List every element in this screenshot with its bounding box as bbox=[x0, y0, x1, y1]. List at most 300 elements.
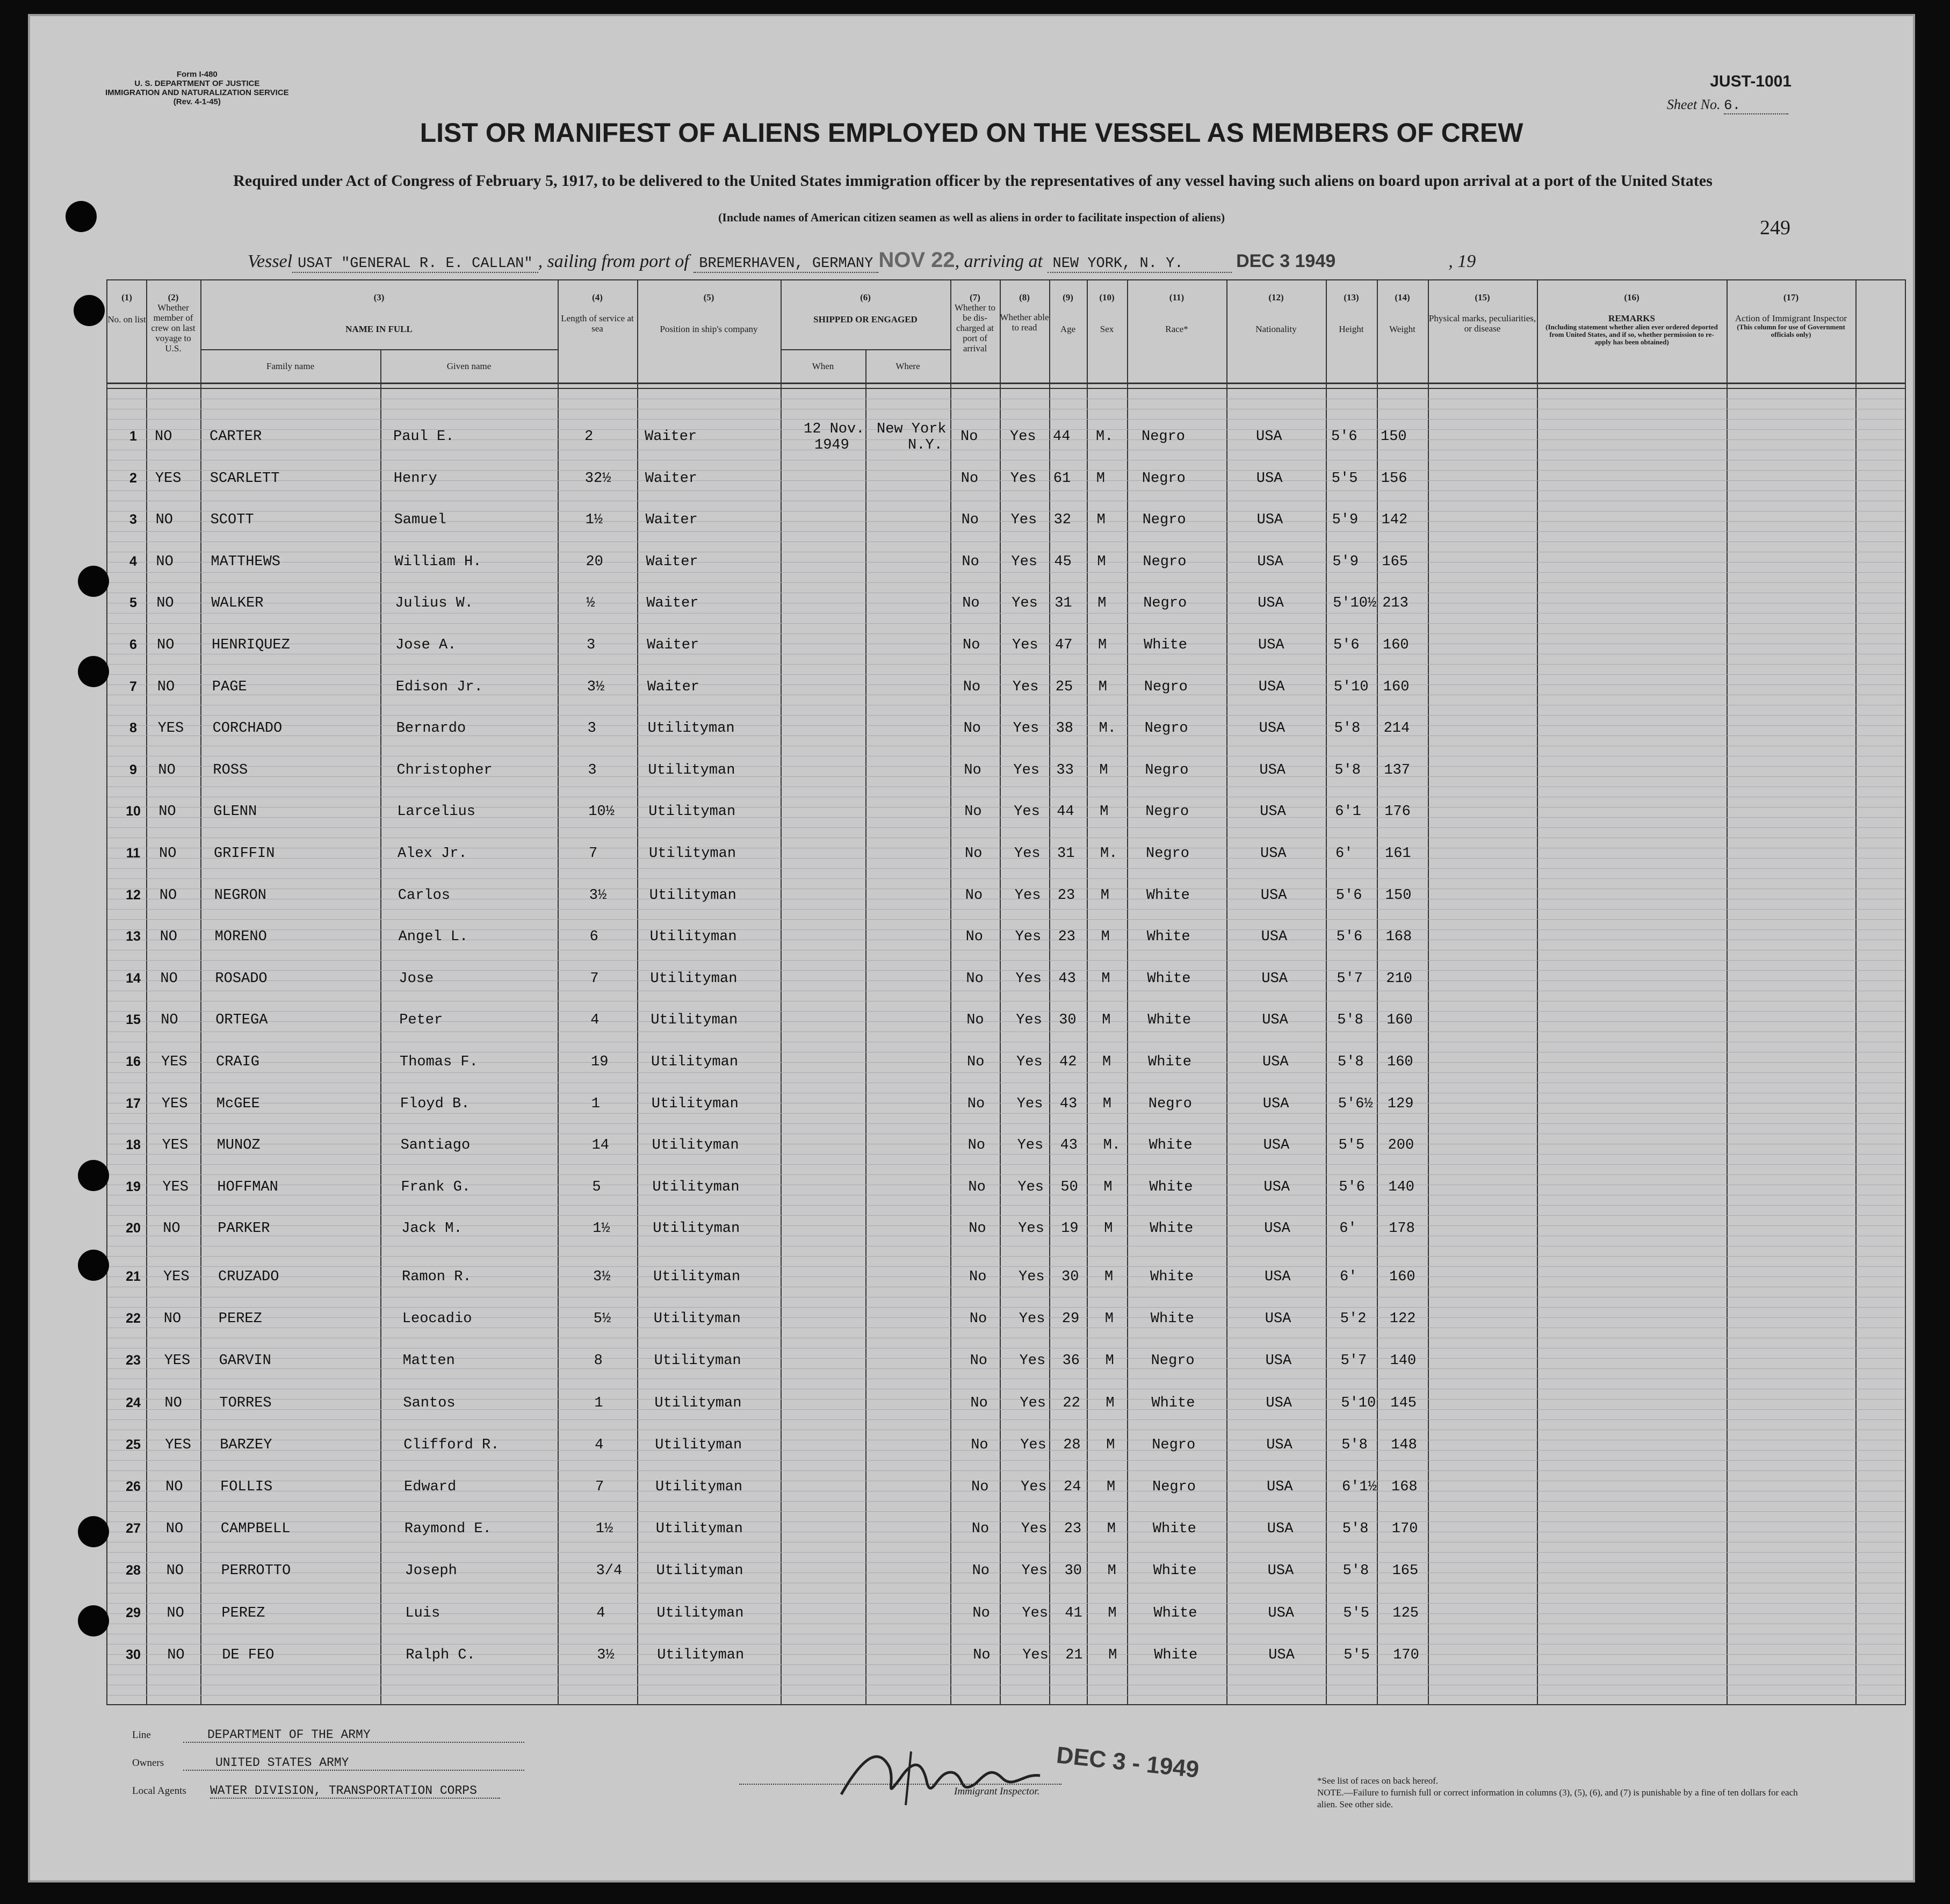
sheet-number-field bbox=[1667, 97, 1788, 114]
row-height: 5'9 bbox=[1332, 553, 1359, 570]
row-age: 36 bbox=[1062, 1353, 1080, 1369]
row-sex: M bbox=[1102, 1054, 1111, 1070]
row-prev-voyage: NO bbox=[155, 429, 172, 445]
sailing-date-stamp: NOV 22 bbox=[878, 248, 955, 272]
row-prev-voyage: NO bbox=[159, 846, 177, 862]
binder-hole bbox=[78, 1605, 109, 1636]
row-nationality: USA bbox=[1260, 887, 1287, 904]
row-service-length: 7 bbox=[589, 846, 598, 862]
row-family-name: PERROTTO bbox=[221, 1563, 291, 1580]
row-sex: M bbox=[1097, 553, 1106, 570]
row-given-name: Thomas F. bbox=[400, 1054, 478, 1070]
row-position: Utilityman bbox=[654, 1353, 741, 1369]
row-service-length: 1½ bbox=[595, 1521, 613, 1538]
binder-hole bbox=[78, 656, 109, 687]
row-family-name: ORTEGA bbox=[215, 1012, 268, 1029]
row-service-length: 4 bbox=[596, 1605, 605, 1621]
row-weight: 160 bbox=[1383, 679, 1410, 695]
row-discharged: No bbox=[969, 1311, 987, 1328]
row-number: 10 bbox=[126, 804, 141, 819]
row-number: 6 bbox=[129, 637, 137, 652]
row-height: 5'6 bbox=[1331, 429, 1357, 445]
page-title: LIST OR MANIFEST OF ALIENS EMPLOYED ON THE VESSEL AS MEMBERS OF CREW bbox=[420, 118, 1523, 148]
row-position: Utilityman bbox=[655, 1479, 743, 1495]
row-age: 31 bbox=[1057, 846, 1075, 862]
row-weight: 161 bbox=[1385, 846, 1411, 862]
row-weight: 168 bbox=[1391, 1479, 1418, 1495]
row-weight: 160 bbox=[1383, 637, 1409, 653]
penalty-note: NOTE.—Failure to furnish full or correct information in columns (3), (5), (6), and (7) is punishable by a fine of ten dollars for each alien. See other side. bbox=[1317, 1787, 1798, 1809]
row-prev-voyage: NO bbox=[158, 762, 176, 778]
crew-manifest-table bbox=[106, 279, 1906, 1705]
row-position: Waiter bbox=[647, 679, 700, 695]
row-sex: M. bbox=[1096, 429, 1114, 445]
sailing-label: , sailing from port of bbox=[538, 251, 689, 271]
row-race: White bbox=[1147, 970, 1191, 987]
row-weight: 170 bbox=[1391, 1521, 1418, 1538]
row-position: Utilityman bbox=[648, 804, 736, 820]
race-note: *See list of races on back hereof. bbox=[1317, 1776, 1439, 1786]
row-age: 30 bbox=[1064, 1563, 1082, 1580]
row-family-name: CRUZADO bbox=[218, 1269, 279, 1285]
row-race: White bbox=[1150, 1269, 1194, 1285]
row-race: White bbox=[1152, 1521, 1196, 1538]
row-prev-voyage: NO bbox=[156, 595, 174, 612]
row-position: Utilityman bbox=[653, 1269, 741, 1285]
row-family-name: PEREZ bbox=[221, 1605, 265, 1621]
row-able-to-read: Yes bbox=[1011, 553, 1037, 570]
row-number: 2 bbox=[129, 470, 137, 486]
row-service-length: ½ bbox=[586, 595, 595, 612]
row-discharged: No bbox=[963, 679, 981, 695]
row-given-name: Julius W. bbox=[395, 595, 474, 612]
row-height: 6' bbox=[1340, 1269, 1357, 1285]
row-race: White bbox=[1151, 1395, 1195, 1411]
row-sex: M bbox=[1100, 887, 1109, 904]
row-age: 38 bbox=[1056, 720, 1073, 737]
row-race: Negro bbox=[1143, 595, 1187, 612]
row-prev-voyage: YES bbox=[161, 1054, 187, 1070]
col-header-height: (13) Height bbox=[1339, 292, 1364, 334]
row-race: Negro bbox=[1145, 804, 1189, 820]
row-family-name: MATTHEWS bbox=[211, 553, 281, 570]
row-discharged: No bbox=[964, 762, 981, 778]
row-given-name: Ramon R. bbox=[402, 1269, 472, 1285]
row-number: 22 bbox=[126, 1311, 141, 1326]
row-able-to-read: Yes bbox=[1012, 679, 1039, 695]
footer-owners-field: Owners UNITED STATES ARMY bbox=[132, 1756, 524, 1771]
binder-hole bbox=[78, 1160, 109, 1191]
row-age: 28 bbox=[1063, 1437, 1081, 1453]
row-sex: M bbox=[1105, 1353, 1114, 1369]
footer-line-value: DEPARTMENT OF THE ARMY bbox=[183, 1728, 524, 1743]
row-given-name: Clifford R. bbox=[403, 1437, 500, 1453]
department-name: U. S. DEPARTMENT OF JUSTICE bbox=[134, 79, 260, 88]
row-height: 5'9 bbox=[1332, 512, 1359, 529]
row-age: 42 bbox=[1059, 1054, 1077, 1070]
row-discharged: No bbox=[965, 929, 983, 946]
row-sex: M bbox=[1108, 1605, 1117, 1621]
row-number: 18 bbox=[126, 1137, 141, 1153]
row-family-name: GARVIN bbox=[219, 1353, 271, 1369]
row-number: 13 bbox=[126, 929, 141, 944]
row-race: White bbox=[1146, 929, 1190, 946]
row-nationality: USA bbox=[1263, 1137, 1290, 1154]
row-nationality: USA bbox=[1266, 1437, 1292, 1453]
binder-hole bbox=[78, 566, 109, 597]
row-able-to-read: Yes bbox=[1015, 970, 1042, 987]
row-prev-voyage: NO bbox=[156, 553, 174, 570]
row-prev-voyage: NO bbox=[163, 1311, 182, 1328]
row-able-to-read: Yes bbox=[1012, 637, 1038, 653]
row-race: Negro bbox=[1142, 429, 1186, 445]
row-nationality: USA bbox=[1263, 1179, 1290, 1195]
row-position: Utilityman bbox=[655, 1521, 743, 1538]
row-given-name: Alex Jr. bbox=[398, 846, 467, 862]
row-family-name: SCARLETT bbox=[210, 470, 280, 487]
row-able-to-read: Yes bbox=[1019, 1311, 1045, 1328]
voyage-line bbox=[248, 248, 1476, 272]
row-nationality: USA bbox=[1267, 1521, 1294, 1538]
row-discharged: No bbox=[961, 512, 979, 529]
row-height: 5'5 bbox=[1331, 470, 1358, 487]
row-discharged: No bbox=[967, 1095, 985, 1112]
row-weight: 200 bbox=[1388, 1137, 1414, 1154]
row-nationality: USA bbox=[1262, 1095, 1289, 1112]
row-able-to-read: Yes bbox=[1020, 1437, 1046, 1453]
row-family-name: PEREZ bbox=[218, 1311, 262, 1328]
row-family-name: CAMPBELL bbox=[220, 1521, 291, 1538]
row-discharged: No bbox=[966, 970, 984, 987]
row-given-name: Santos bbox=[403, 1395, 456, 1411]
row-race: White bbox=[1144, 637, 1188, 653]
row-service-length: 4 bbox=[590, 1012, 600, 1029]
row-weight: 140 bbox=[1390, 1353, 1417, 1369]
col-header-nationality: (12) Nationality bbox=[1255, 292, 1297, 334]
row-sex: M bbox=[1097, 595, 1107, 612]
row-age: 25 bbox=[1055, 679, 1073, 695]
row-discharged: No bbox=[964, 804, 982, 820]
row-position: Utilityman bbox=[651, 1054, 739, 1070]
row-race: White bbox=[1149, 1179, 1193, 1195]
row-age: 22 bbox=[1063, 1395, 1080, 1411]
row-able-to-read: Yes bbox=[1012, 595, 1038, 612]
row-service-length: 1½ bbox=[593, 1221, 610, 1237]
row-height: 5'8 bbox=[1342, 1563, 1369, 1580]
row-position: Utilityman bbox=[649, 929, 737, 946]
col-header-family-name: Family name bbox=[266, 361, 315, 371]
row-given-name: Luis bbox=[405, 1605, 440, 1621]
row-race: Negro bbox=[1144, 720, 1188, 737]
row-service-length: 3½ bbox=[597, 1647, 615, 1663]
row-family-name: BARZEY bbox=[220, 1437, 272, 1453]
binder-hole bbox=[78, 1250, 109, 1281]
inspector-signature bbox=[830, 1735, 1056, 1811]
row-age: 50 bbox=[1060, 1179, 1078, 1195]
row-sex: M bbox=[1108, 1647, 1117, 1663]
row-prev-voyage: NO bbox=[157, 679, 175, 695]
row-discharged: No bbox=[965, 887, 983, 904]
manifest-page bbox=[28, 14, 1915, 1883]
row-family-name: HENRIQUEZ bbox=[212, 637, 290, 653]
row-position: Waiter bbox=[646, 553, 698, 570]
row-number: 15 bbox=[126, 1012, 141, 1028]
arriving-label: , arriving at bbox=[955, 251, 1043, 271]
row-able-to-read: Yes bbox=[1014, 846, 1041, 862]
row-discharged: No bbox=[963, 720, 981, 737]
col-header-inspector-action: (17) Action of Immigrant Inspector (This column for use of Government officials only) bbox=[1735, 292, 1847, 338]
footer-owners-value: UNITED STATES ARMY bbox=[183, 1756, 524, 1771]
row-race: White bbox=[1148, 1054, 1192, 1070]
row-discharged: No bbox=[971, 1479, 989, 1495]
row-weight: 168 bbox=[1385, 929, 1412, 946]
row-sex: M bbox=[1099, 762, 1108, 778]
row-race: White bbox=[1154, 1647, 1198, 1663]
row-race: White bbox=[1149, 1137, 1193, 1154]
row-age: 43 bbox=[1058, 970, 1076, 987]
row-family-name: TORRES bbox=[219, 1395, 272, 1411]
shipped-where: New York N.Y. bbox=[877, 421, 947, 453]
row-prev-voyage: NO bbox=[157, 637, 175, 653]
row-nationality: USA bbox=[1262, 1012, 1288, 1029]
row-given-name: Christopher bbox=[396, 762, 493, 778]
row-nationality: USA bbox=[1265, 1353, 1292, 1369]
row-discharged: No bbox=[970, 1353, 987, 1369]
row-discharged: No bbox=[973, 1647, 991, 1663]
row-sex: M. bbox=[1100, 846, 1118, 862]
row-weight: 125 bbox=[1392, 1605, 1419, 1621]
row-number: 20 bbox=[126, 1221, 141, 1236]
vessel-label: Vessel bbox=[248, 251, 293, 271]
row-discharged: No bbox=[967, 1137, 985, 1154]
form-revision: (Rev. 4-1-45) bbox=[173, 97, 221, 106]
row-prev-voyage: YES bbox=[161, 1095, 188, 1112]
row-able-to-read: Yes bbox=[1017, 1179, 1044, 1195]
row-weight: 178 bbox=[1389, 1221, 1415, 1237]
row-given-name: Floyd B. bbox=[400, 1095, 470, 1112]
col-header-name: (3) NAME IN FULL bbox=[345, 292, 413, 334]
row-nationality: USA bbox=[1259, 720, 1285, 737]
inspector-date-stamp: DEC 3 - 1949 bbox=[1055, 1742, 1201, 1783]
row-able-to-read: Yes bbox=[1014, 887, 1041, 904]
row-service-length: 1½ bbox=[585, 512, 603, 529]
row-family-name: PARKER bbox=[218, 1221, 270, 1237]
row-age: 61 bbox=[1053, 470, 1071, 487]
row-prev-voyage: YES bbox=[162, 1179, 189, 1195]
row-prev-voyage: NO bbox=[165, 1521, 184, 1538]
row-service-length: 2 bbox=[584, 429, 594, 445]
row-sex: M. bbox=[1099, 720, 1116, 737]
row-height: 5'8 bbox=[1334, 762, 1361, 778]
row-nationality: USA bbox=[1260, 846, 1287, 862]
row-sex: M bbox=[1102, 1012, 1111, 1029]
row-weight: 170 bbox=[1393, 1647, 1419, 1663]
row-discharged: No bbox=[969, 1269, 987, 1285]
row-position: Utilityman bbox=[656, 1563, 743, 1580]
row-age: 29 bbox=[1061, 1311, 1080, 1328]
col-header-read: (8) Whether able to read bbox=[1000, 292, 1049, 333]
row-nationality: USA bbox=[1265, 1269, 1291, 1285]
col-header-age: (9) Age bbox=[1060, 292, 1076, 334]
row-discharged: No bbox=[969, 1221, 986, 1237]
row-number: 5 bbox=[129, 595, 137, 611]
row-prev-voyage: YES bbox=[163, 1269, 190, 1285]
footer-agents-field: Local Agents WATER DIVISION, TRANSPORTATION CORPS bbox=[132, 1784, 500, 1799]
row-nationality: USA bbox=[1268, 1647, 1295, 1663]
row-discharged: No bbox=[960, 470, 979, 487]
row-service-length: 8 bbox=[594, 1353, 603, 1369]
row-given-name: Peter bbox=[399, 1012, 443, 1029]
row-number: 30 bbox=[126, 1647, 141, 1662]
row-discharged: No bbox=[962, 595, 980, 612]
arrival-port: NEW YORK, N. Y. bbox=[1048, 256, 1232, 273]
binder-hole bbox=[78, 1516, 109, 1547]
row-height: 5'6 bbox=[1335, 887, 1362, 904]
row-height: 6' bbox=[1339, 1221, 1357, 1237]
row-number: 26 bbox=[126, 1479, 141, 1494]
row-weight: 165 bbox=[1382, 553, 1408, 570]
row-age: 41 bbox=[1065, 1605, 1082, 1621]
row-service-length: 1 bbox=[591, 1095, 600, 1112]
row-weight: 142 bbox=[1381, 512, 1408, 529]
row-weight: 140 bbox=[1388, 1179, 1414, 1195]
row-weight: 165 bbox=[1392, 1563, 1419, 1580]
row-able-to-read: Yes bbox=[1010, 429, 1036, 445]
row-position: Waiter bbox=[645, 429, 697, 445]
col-header-sex: (10) Sex bbox=[1099, 292, 1115, 334]
form-identifier bbox=[105, 70, 289, 106]
row-nationality: USA bbox=[1264, 1221, 1290, 1237]
row-given-name: Ralph C. bbox=[406, 1647, 475, 1663]
row-race: Negro bbox=[1152, 1479, 1196, 1495]
row-prev-voyage: NO bbox=[155, 512, 173, 529]
row-discharged: No bbox=[966, 1012, 984, 1029]
row-position: Utilityman bbox=[653, 1311, 741, 1328]
row-height: 5'10½ bbox=[1333, 595, 1377, 612]
row-race: Negro bbox=[1142, 470, 1186, 487]
row-number: 4 bbox=[129, 553, 137, 569]
row-race: White bbox=[1153, 1605, 1197, 1621]
row-prev-voyage: YES bbox=[157, 720, 184, 737]
row-prev-voyage: NO bbox=[160, 970, 178, 987]
page-subnote: (Include names of American citizen seamen as well as aliens in order to facilitate inspection of aliens) bbox=[718, 211, 1225, 224]
row-able-to-read: Yes bbox=[1015, 929, 1042, 946]
row-given-name: Raymond E. bbox=[404, 1521, 492, 1538]
row-prev-voyage: YES bbox=[155, 470, 182, 487]
row-sex: M bbox=[1104, 1221, 1113, 1237]
row-discharged: No bbox=[972, 1563, 990, 1580]
shipped-when: 12 Nov. 1949 bbox=[804, 421, 865, 453]
row-number: 16 bbox=[126, 1054, 141, 1069]
row-sex: M bbox=[1107, 1563, 1116, 1580]
row-sex: M bbox=[1098, 679, 1107, 695]
row-service-length: 4 bbox=[595, 1437, 604, 1453]
row-height: 5'6½ bbox=[1338, 1095, 1373, 1112]
row-service-length: 19 bbox=[591, 1054, 609, 1070]
row-weight: 210 bbox=[1386, 970, 1412, 987]
row-height: 5'8 bbox=[1334, 720, 1361, 737]
row-family-name: ROSADO bbox=[215, 970, 268, 987]
row-able-to-read: Yes bbox=[1021, 1521, 1048, 1538]
row-age: 19 bbox=[1061, 1221, 1079, 1237]
row-able-to-read: Yes bbox=[1021, 1563, 1048, 1580]
row-discharged: No bbox=[965, 846, 983, 862]
row-age: 30 bbox=[1061, 1269, 1079, 1285]
row-sex: M bbox=[1104, 1269, 1114, 1285]
row-number: 28 bbox=[126, 1563, 141, 1578]
row-number: 3 bbox=[129, 512, 137, 528]
service-name: IMMIGRATION AND NATURALIZATION SERVICE bbox=[105, 88, 289, 97]
row-sex: M bbox=[1107, 1521, 1116, 1538]
binder-hole bbox=[66, 201, 97, 232]
row-position: Utilityman bbox=[654, 1395, 742, 1411]
row-age: 33 bbox=[1056, 762, 1074, 778]
row-weight: 213 bbox=[1382, 595, 1409, 612]
row-able-to-read: Yes bbox=[1014, 804, 1040, 820]
row-family-name: NEGRON bbox=[214, 887, 267, 904]
row-prev-voyage: NO bbox=[164, 1395, 182, 1411]
row-number: 27 bbox=[126, 1521, 141, 1537]
row-number: 17 bbox=[126, 1095, 141, 1111]
row-weight: 160 bbox=[1387, 1054, 1413, 1070]
row-able-to-read: Yes bbox=[1019, 1269, 1045, 1285]
row-given-name: Paul E. bbox=[393, 429, 454, 445]
row-discharged: No bbox=[971, 1521, 990, 1538]
row-race: White bbox=[1150, 1221, 1194, 1237]
row-able-to-read: Yes bbox=[1013, 762, 1039, 778]
row-given-name: Samuel bbox=[394, 512, 446, 529]
row-nationality: USA bbox=[1260, 804, 1286, 820]
row-given-name: Frank G. bbox=[401, 1179, 471, 1195]
row-nationality: USA bbox=[1261, 970, 1288, 987]
row-number: 25 bbox=[126, 1437, 141, 1452]
row-prev-voyage: YES bbox=[164, 1353, 191, 1369]
row-race: White bbox=[1147, 1012, 1191, 1029]
row-position: Utilityman bbox=[649, 846, 736, 862]
row-prev-voyage: NO bbox=[159, 887, 177, 904]
row-family-name: WALKER bbox=[211, 595, 264, 612]
row-given-name: Jack M. bbox=[401, 1221, 463, 1237]
col-header-when: When bbox=[812, 361, 834, 371]
row-nationality: USA bbox=[1267, 1479, 1293, 1495]
row-age: 32 bbox=[1053, 512, 1071, 529]
row-family-name: FOLLIS bbox=[220, 1479, 273, 1495]
row-weight: 150 bbox=[1381, 429, 1407, 445]
row-given-name: Matten bbox=[402, 1353, 455, 1369]
row-position: Utilityman bbox=[651, 1012, 738, 1029]
row-prev-voyage: NO bbox=[158, 804, 176, 820]
col-header-no: (1) No. on list bbox=[107, 292, 146, 324]
row-service-length: 20 bbox=[586, 553, 603, 570]
row-prev-voyage: NO bbox=[166, 1563, 184, 1580]
row-nationality: USA bbox=[1266, 1395, 1292, 1411]
row-nationality: USA bbox=[1258, 679, 1285, 695]
row-height: 5'8 bbox=[1342, 1521, 1369, 1538]
row-able-to-read: Yes bbox=[1017, 1137, 1044, 1154]
row-weight: 150 bbox=[1385, 887, 1412, 904]
row-sex: M bbox=[1102, 1095, 1111, 1112]
row-nationality: USA bbox=[1259, 762, 1285, 778]
row-age: 43 bbox=[1059, 1095, 1078, 1112]
row-sex: M bbox=[1103, 1179, 1113, 1195]
row-able-to-read: Yes bbox=[1010, 512, 1037, 529]
row-number: 8 bbox=[129, 720, 137, 736]
row-family-name: HOFFMAN bbox=[217, 1179, 278, 1195]
row-family-name: DE FEO bbox=[222, 1647, 275, 1663]
row-able-to-read: Yes bbox=[1022, 1647, 1049, 1663]
just-code: JUST-1001 bbox=[1710, 73, 1792, 90]
row-position: Waiter bbox=[645, 470, 698, 487]
